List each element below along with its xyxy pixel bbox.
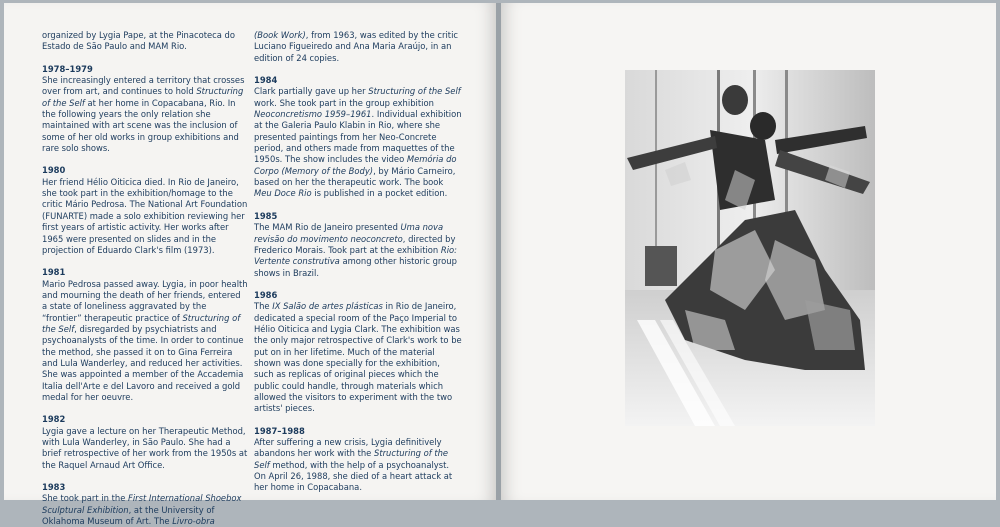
italic-title-text: First International Shoebox Sculptural Exhibition	[42, 493, 242, 515]
body-text: , by Mário Carneiro, based on her the therapeutic work. The book	[254, 165, 456, 188]
body-text: Her friend Hélio Oiticica died. In Rio de Janeiro, she took part in the exhibition/homage to the critic Mário Pedrosa. The National Art Foundation (FUNARTE) made a solo exhibition reviewing her first years of artistic activity. Her works after 1965 were presented on slides and in the projection of Eduardo Clark's film (1973).	[42, 176, 248, 255]
chronology-paragraph	[42, 279, 248, 404]
italic-title-text: Structuring of the Self	[42, 86, 244, 108]
chronology-paragraph	[254, 301, 462, 414]
italic-title-text: Meu Doce Rio	[254, 188, 312, 199]
body-text: She increasingly entered a territory that crosses over from art, and continues to hold	[42, 75, 245, 97]
body-text: among other historic group shows in Brazil.	[254, 256, 457, 278]
chronology-paragraph	[254, 86, 462, 199]
year-heading: 1980	[42, 165, 66, 176]
italic-title-text: Structuring of the Self	[368, 86, 461, 97]
body-text: Clark partially gave up her	[254, 86, 369, 97]
italic-title-text: Rio: Vertente construtiva	[254, 244, 457, 267]
body-text: After suffering a new crisis, Lygia definitively abandons her work with the	[254, 437, 442, 459]
year-heading: 1986	[254, 289, 278, 300]
body-text: , directed by Frederico Morais. Took part at the exhibition	[254, 233, 456, 255]
year-heading: 1981	[42, 267, 66, 278]
chronology-paragraph	[254, 30, 462, 64]
black-and-white-photograph	[625, 70, 875, 426]
italic-title-text: Memória do Corpo	[254, 154, 457, 176]
chronology-paragraph	[42, 30, 248, 53]
italic-title-text: Structuring of the Self	[42, 312, 241, 334]
year-heading: 1984	[254, 75, 278, 86]
body-text: Lygia gave a lecture on her Therapeutic Method, with Lula Wanderley, in São Paulo. She had a brief retrospective of her work from the 1950s at the Raquel Arnaud Art Office.	[42, 425, 248, 470]
body-text: is published in a pocket edition.	[311, 188, 448, 199]
italic-title-text: (Book Work)	[254, 30, 306, 40]
chronology-paragraph	[42, 177, 248, 256]
italic-title-text: Structuring of the Self	[254, 448, 449, 470]
body-text: organized by Lygia Pape, at the Pinacoteca do Estado de São Paulo and MAM Rio.	[42, 30, 235, 52]
italic-title-text: Livro-obra	[172, 516, 215, 527]
year-heading: 1983	[42, 482, 66, 493]
italic-title-text: IX Salão de artes plásticas	[272, 301, 383, 312]
body-text: , from 1963, was edited by the critic Luciano Figueiredo and Ana Maria Araújo, in an edition of 24 copies.	[254, 30, 459, 63]
chronology-paragraph	[42, 75, 248, 154]
left-text-column	[42, 30, 248, 527]
chronology-paragraph	[254, 222, 462, 279]
chronology-paragraph	[42, 426, 248, 471]
body-text: at her home in Copacabana, Rio. In the following years the only relation she maintained with art scene was the inclusion of some of her old works in group exhibitions and rare solo shows.	[42, 97, 239, 154]
italic-title-text: Neoconcretismo 1959–1961	[254, 109, 372, 120]
body-text: She took part in the	[42, 493, 129, 504]
year-heading: 1985	[254, 210, 278, 221]
chronology-paragraph	[254, 437, 462, 494]
chronology-paragraph	[42, 493, 248, 527]
italic-title-text: (Memory of the Body)	[281, 165, 374, 176]
body-text: Mario Pedrosa passed away. Lygia, in poor health and mourning the death of her friends, entered a state of loneliness aggravated by the “frontier” therapeutic practice of	[42, 278, 248, 323]
body-text: The	[254, 301, 273, 312]
body-text: , at the University of Oklahoma Museum of Art. The	[42, 504, 215, 527]
year-heading: 1987–1988	[254, 425, 305, 436]
body-text: in Rio de Janeiro, dedicated a special room of the Paço Imperial to Hélio Oiticica and Lygia Clark. The exhibition was the only major retrospective of Clark's work to be put on in her lifetime. Much of the material shown was done specially for the exhibition, such as replicas of original pieces which the public could handle, through materials which allowed the visitors to experiment with the two artists' pieces.	[254, 301, 462, 414]
year-heading: 1982	[42, 414, 66, 425]
body-text: The MAM Rio de Janeiro presented	[254, 222, 401, 233]
year-heading: 1978–1979	[42, 63, 93, 74]
italic-title-text: Uma nova revisão do movimento neoconcreto	[254, 222, 444, 244]
body-text: , disregarded by psychiatrists and psychoanalysts of the time. In order to continue the method, she passed it on to Gina Ferreira and Lula Wanderley, and reduced her activities. She was appointed a member of the Accademia Italia dell'Arte e del Lavoro and received a gold medal for her oeuvre.	[42, 323, 244, 402]
body-text: . Individual exhibition at the Galeria Paulo Klabin in Rio, where she presented paintings from her Neo-Concrete period, and others made from maquettes of the 1950s. The show includes the video	[254, 109, 462, 165]
body-text: work. She took part in the group exhibition	[254, 97, 434, 108]
right-text-column	[254, 30, 462, 494]
body-text: method, with the help of a psychoanalyst. On April 26, 1988, she died of a heart attack at her home in Copacabana.	[254, 459, 453, 493]
